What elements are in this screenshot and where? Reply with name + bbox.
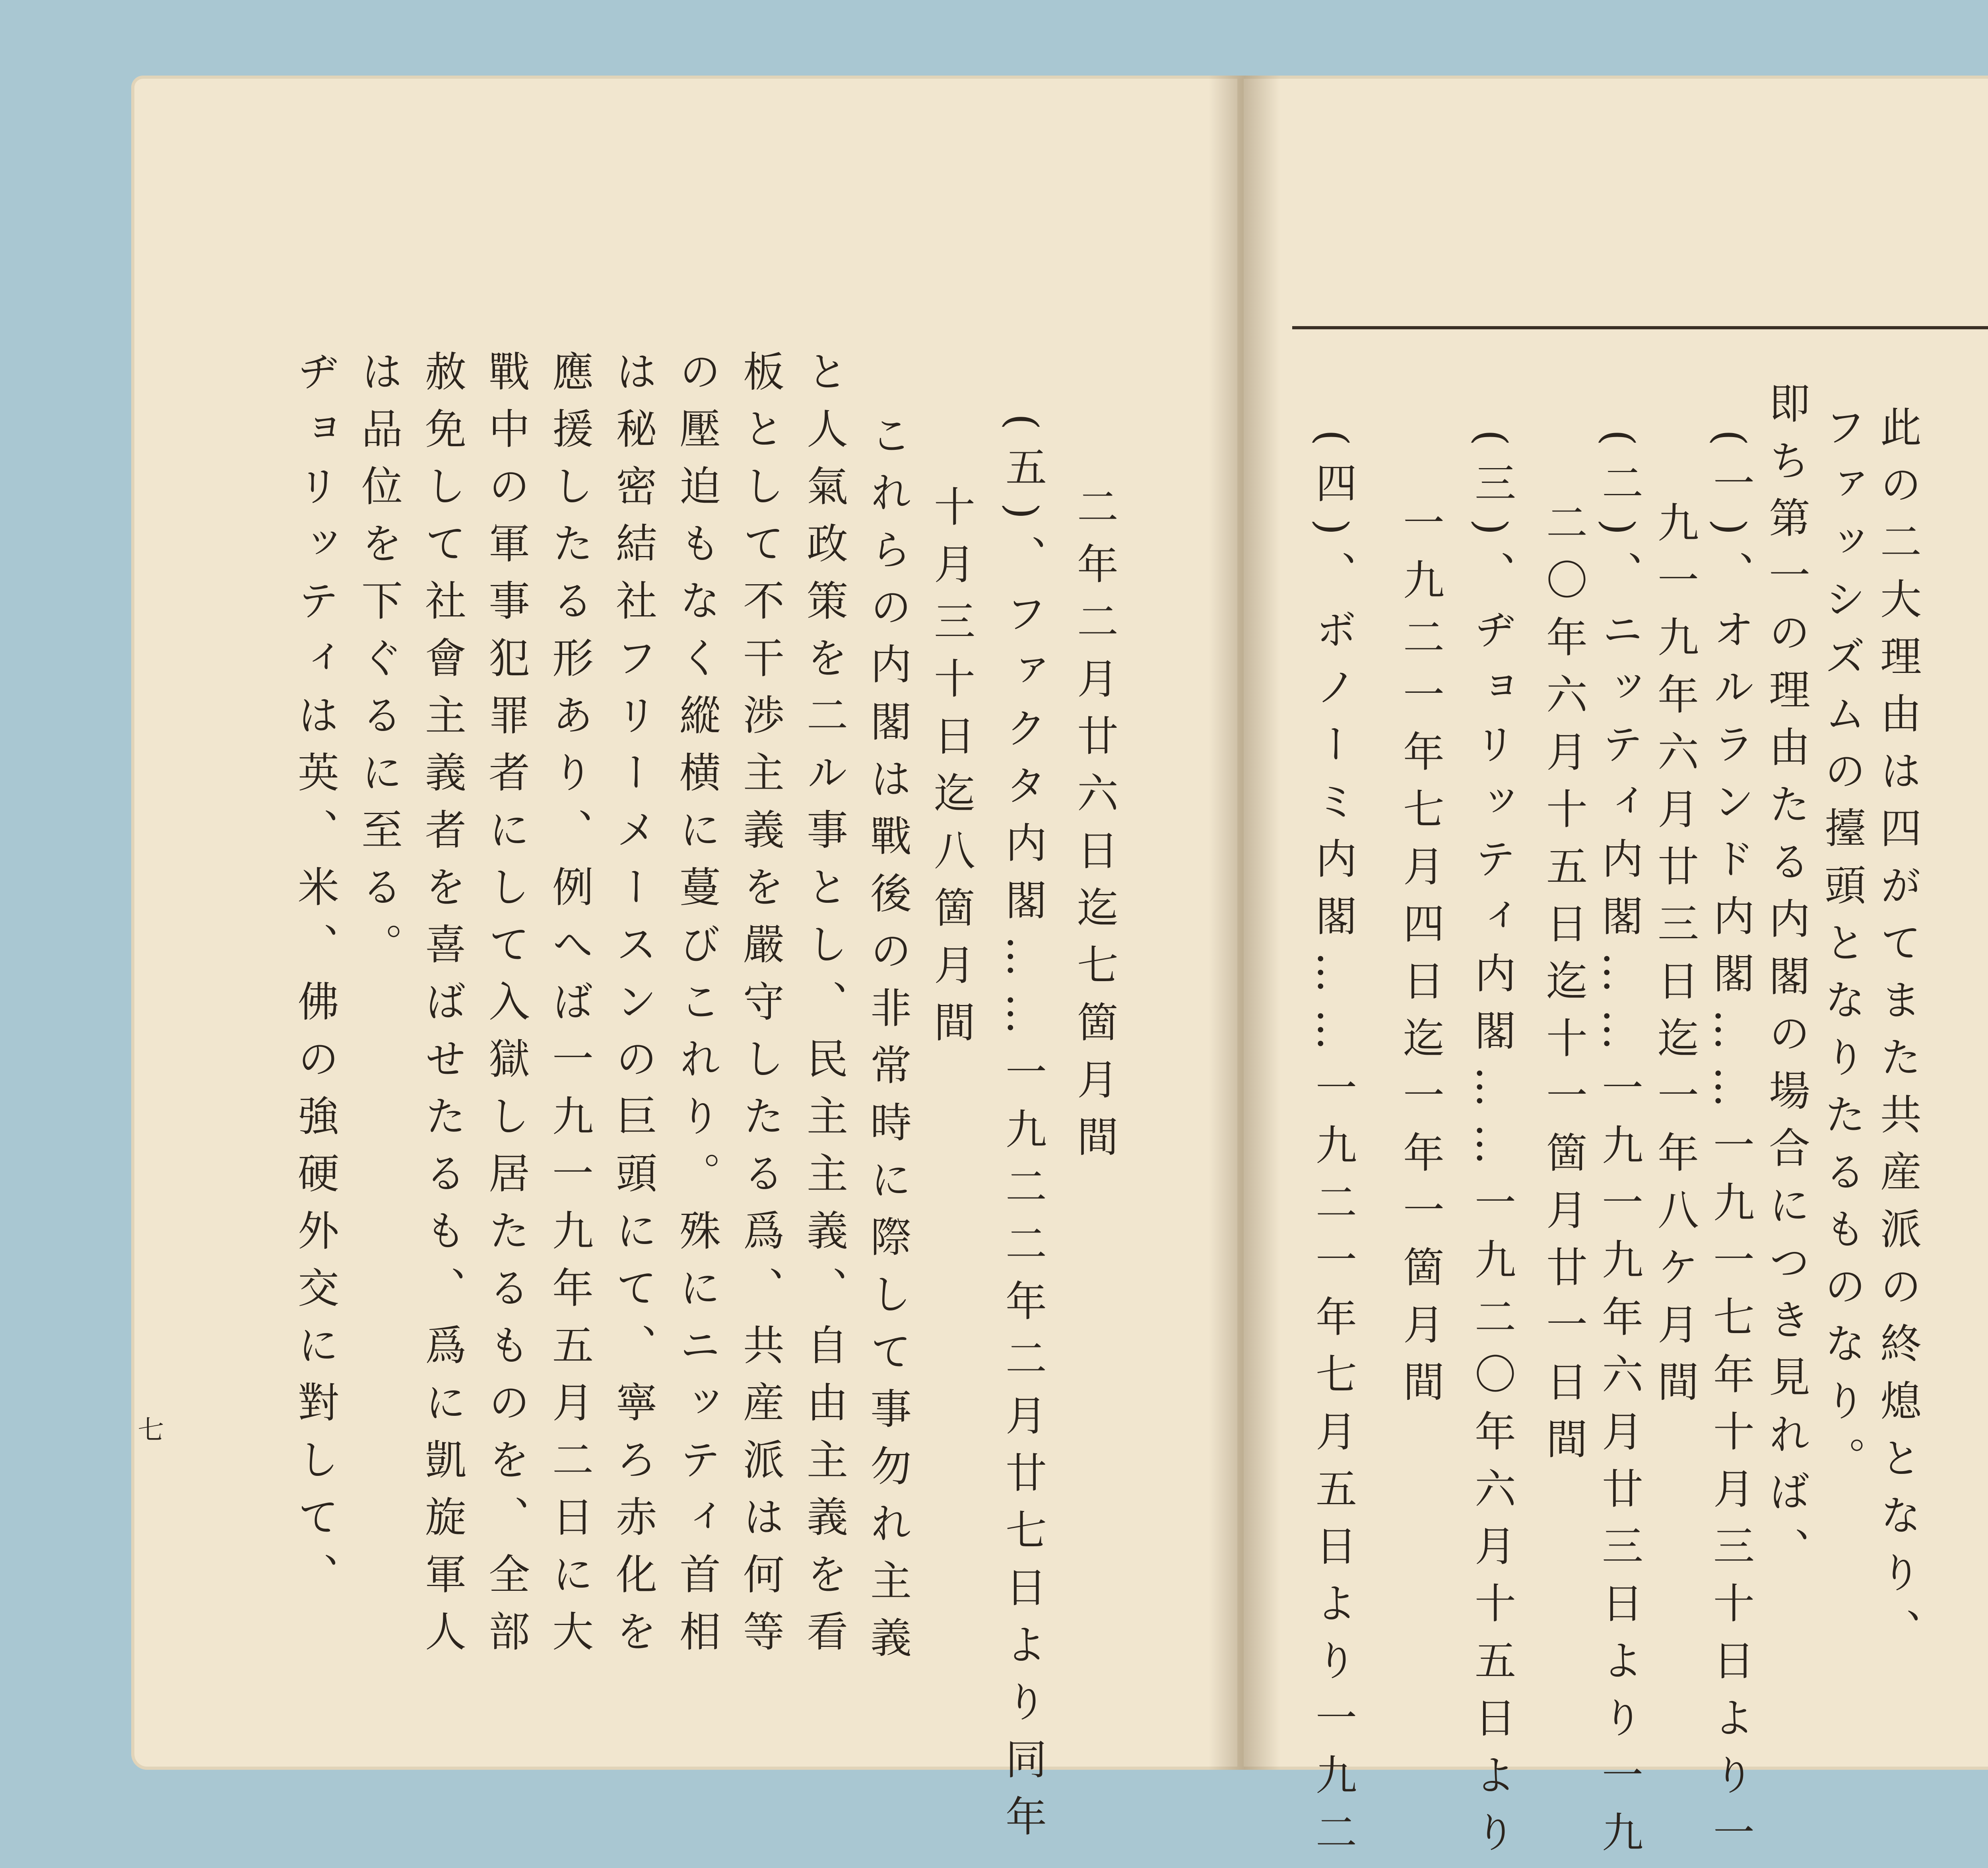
right-line-8: 即ち第一の理由たる内閣の場合につき見れば、 xyxy=(1762,382,1810,1584)
left-line-10: 戰中の軍事犯罪者にして入獄し居たるものを、全部 xyxy=(481,350,530,1667)
left-line-7: の壓迫もなく縱横に蔓びこれり。殊にニッティ首相 xyxy=(672,350,721,1667)
right-line-14: 一九二一年七月四日迄一年一箇月間 xyxy=(1396,501,1444,1417)
right-line-15: (四)、ボノーミ内閣……一九二一年七月五日より一九二 xyxy=(1309,430,1357,1868)
left-line-12: は品位を下ぐるに至る。 xyxy=(354,350,403,980)
left-line-1: 二年二月廿六日迄七箇月間 xyxy=(1070,485,1118,1172)
left-line-3: 十月三十日迄八箇月間 xyxy=(927,485,975,1058)
left-line-13: ヂョリッティは英、米、佛の強硬外交に對して、 xyxy=(291,350,339,1610)
right-line-9: (一)、オルランド内閣……一九一七年十月三十日より一 xyxy=(1706,430,1755,1868)
header-rule xyxy=(1292,326,1988,329)
right-line-7: ファッシズムの擡頭となりたるものなり。 xyxy=(1817,406,1866,1494)
left-line-11: 赦免して社會主義者を喜ばせたるも、爲に凱旋軍人 xyxy=(418,350,466,1667)
left-line-6: 板として不干渉主義を嚴守したる爲、共産派は何等 xyxy=(736,350,784,1667)
left-line-4: これらの内閣は戰後の非常時に際して事勿れ主義 xyxy=(863,414,912,1674)
right-line-11: (二)、ニッティ内閣……一九一九年六月廿三日より一九 xyxy=(1595,430,1643,1868)
left-line-8: は秘密結社フリーメースンの巨頭にて、寧ろ赤化を xyxy=(609,350,657,1667)
left-line-9: 應援したる形あり、例へば一九一九年五月二日に大 xyxy=(545,350,594,1667)
right-line-12: 二〇年六月十五日迄十一箇月廿一日間 xyxy=(1539,501,1588,1475)
right-line-13: (三)、ヂョリッティ内閣……一九二〇年六月十五日より xyxy=(1468,430,1516,1868)
left-line-5: と人氣政策を二ル事とし、民主主義、自由主義を看 xyxy=(800,350,848,1667)
left-page-number: 七 xyxy=(133,1416,164,1442)
book-gutter xyxy=(1209,76,1280,1770)
right-line-6: 此の二大理由は四がてまた共産派の終熄となり、 xyxy=(1873,406,1922,1666)
right-line-10: 九一九年六月廿三日迄一年八ケ月間 xyxy=(1650,501,1699,1417)
left-line-2: (五)、ファクタ内閣……一九二二年二月廿七日より同年 xyxy=(998,414,1047,1852)
